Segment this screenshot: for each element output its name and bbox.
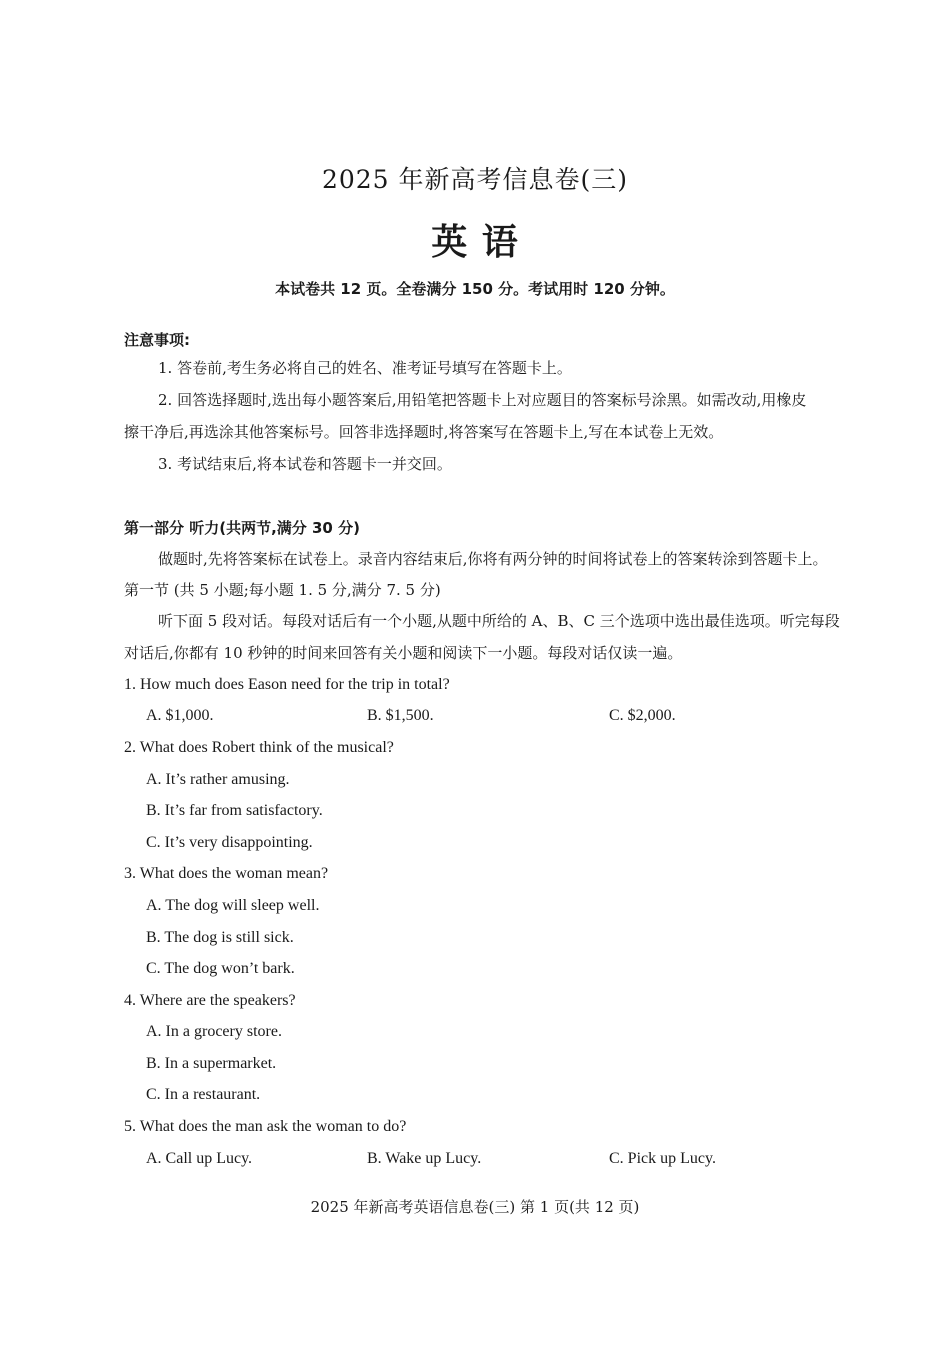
question-3-option-a: A. The dog will sleep well.	[146, 897, 320, 914]
question-2-option-c: C. It’s very disappointing.	[146, 834, 313, 851]
question-4-option-b: B. In a supermarket.	[146, 1055, 277, 1072]
section1-instruction-line-2: 对话后,你都有 10 秒钟的时间来回答有关小题和阅读下一小题。每段对话仅读一遍。	[124, 644, 683, 662]
question-4-stem: 4. Where are the speakers?	[124, 992, 296, 1009]
part1-instruction: 做题时,先将答案标在试卷上。录音内容结束后,你将有两分钟的时间将试卷上的答案转涂到答题卡上。	[158, 550, 828, 568]
question-2-stem: 2. What does Robert think of the musical?	[124, 739, 394, 756]
question-3-stem: 3. What does the woman mean?	[124, 865, 329, 882]
question-1-option-b: B. $1,500.	[367, 707, 434, 724]
question-1-stem: 1. How much does Eason need for the trip in total?	[124, 676, 450, 693]
notice-item-2-line-1: 2. 回答选择题时,选出每小题答案后,用铅笔把答题卡上对应题目的答案标号涂黑。如需改动,用橡皮	[158, 391, 807, 409]
section1-instruction-line-1: 听下面 5 段对话。每段对话后有一个小题,从题中所给的 A、B、C 三个选项中选出最佳选项。听完每段	[158, 612, 840, 630]
page-footer: 2025 年新高考英语信息卷(三) 第 1 页(共 12 页)	[310, 1198, 640, 1216]
notice-item-3: 3. 考试结束后,将本试卷和答题卡一并交回。	[158, 455, 452, 473]
question-5-option-a: A. Call up Lucy.	[146, 1150, 253, 1167]
exam-title: 2025 年新高考信息卷(三)	[321, 165, 629, 194]
question-1-option-a: A. $1,000.	[146, 707, 214, 724]
question-1-option-c: C. $2,000.	[609, 707, 676, 724]
question-3-option-c: C. The dog won’t bark.	[146, 960, 295, 977]
question-2-option-a: A. It’s rather amusing.	[146, 771, 290, 788]
question-5-option-b: B. Wake up Lucy.	[367, 1150, 482, 1167]
notice-heading: 注意事项:	[124, 331, 190, 349]
section1-heading: 第一节 (共 5 小题;每小题 1. 5 分,满分 7. 5 分)	[124, 581, 441, 599]
question-5-stem: 5. What does the man ask the woman to do?	[124, 1118, 407, 1135]
exam-info: 本试卷共 12 页。全卷满分 150 分。考试用时 120 分钟。	[275, 280, 675, 298]
subject-title: 英 语	[431, 221, 519, 263]
notice-item-2-line-2: 擦干净后,再选涂其他答案标号。回答非选择题时,将答案写在答题卡上,写在本试卷上无效。	[124, 423, 724, 441]
question-5-option-c: C. Pick up Lucy.	[609, 1150, 716, 1167]
question-2-option-b: B. It’s far from satisfactory.	[146, 802, 323, 819]
question-4-option-c: C. In a restaurant.	[146, 1086, 261, 1103]
question-4-option-a: A. In a grocery store.	[146, 1023, 282, 1040]
notice-item-1: 1. 答卷前,考生务必将自己的姓名、准考证号填写在答题卡上。	[158, 359, 572, 377]
question-3-option-b: B. The dog is still sick.	[146, 929, 294, 946]
part1-heading: 第一部分 听力(共两节,满分 30 分)	[124, 519, 360, 537]
